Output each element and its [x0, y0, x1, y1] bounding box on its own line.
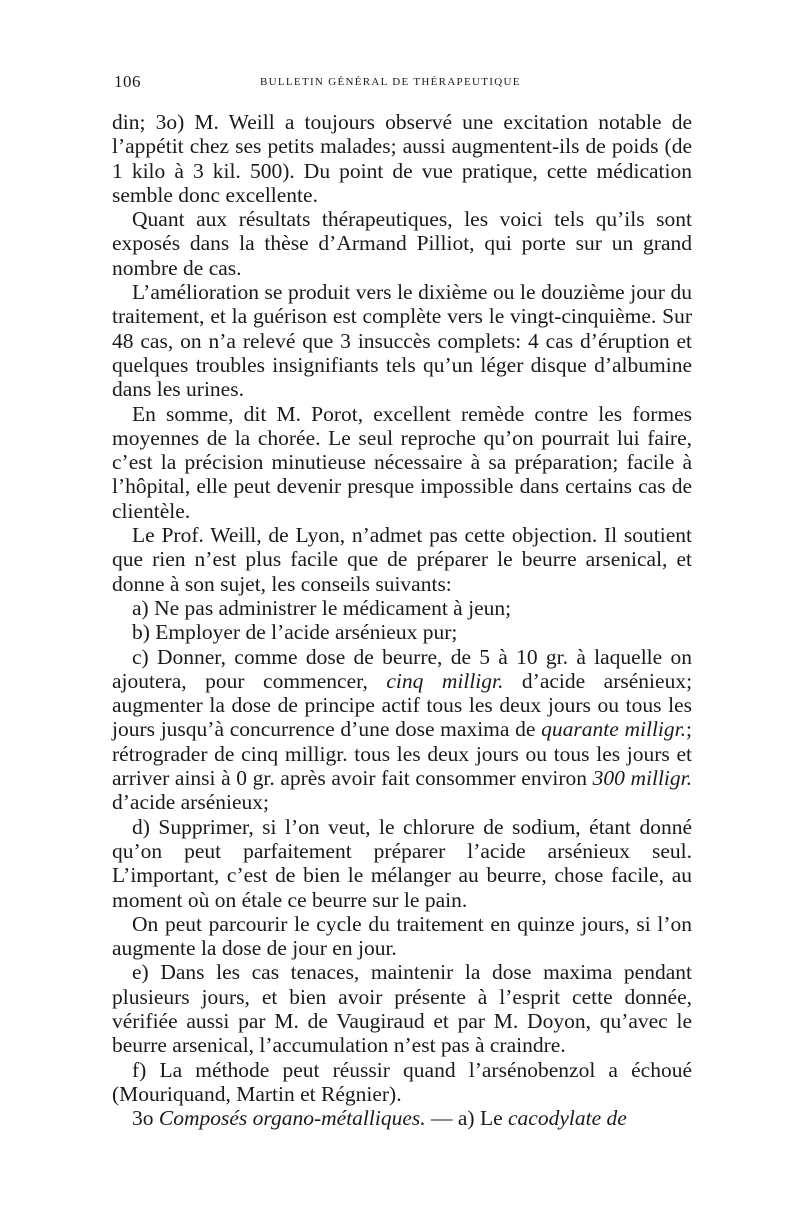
list-item: b) Employer de l’acide arsénieux pur; — [132, 620, 458, 645]
paragraph: L’amélioration se produit vers le dixième ou le douzième jour du traitement, et la guérison est complète vers le vingt-cinquième. Sur 48 cas, on n’a relevé que 3 insuccès complets: 4 cas d’éruption et quelques troubles insignifiants tels qu’un léger disque d’albumine dans les urines. — [112, 280, 692, 402]
italic-text: quarante milligr. — [541, 717, 687, 742]
list-item: f) La méthode peut réussir quand l’arsénobenzol a échoué (Mouriquand, Martin et Régnier). — [112, 1057, 692, 1106]
text-run: c) Donner, comme dose de beurre, de 5 à 10 gr. à laquelle on ajoutera, pour commencer, — [112, 644, 692, 693]
list-item: d) Supprimer, si l’on veut, le chlorure de sodium, étant donné qu’on peut parfaitement préparer l’acide arsénieux seul. L’important, c’est de bien le mélanger au beurre, chose facile, au moment où on étale ce beurre sur le pain. — [112, 814, 692, 912]
document-page — [112, 72, 692, 1130]
page-number: 106 — [114, 72, 141, 91]
body-text — [112, 110, 692, 1130]
italic-text: 300 milligr. — [592, 766, 693, 791]
list-item — [112, 645, 692, 815]
paragraph: On peut parcourir le cycle du traitement en quinze jours, si l’on augmente la dose de jour en jour. — [112, 911, 692, 961]
list-item: e) Dans les cas tenaces, maintenir la dose maxima pendant plusieurs jours, et bien avoir présente à l’esprit cette donnée, vérifiée aussi par M. de Vaugiraud et par M. Doyon, qu’avec le beurre arsenical, l’accumulation n’est pas à craindre. — [112, 960, 692, 1058]
journal-title: BULLETIN GÉNÉRAL DE THÉRAPEUTIQUE — [260, 76, 521, 88]
paragraph: Quant aux résultats thérapeutiques, les voici tels qu’ils sont exposés dans la thèse d’Armand Pilliot, qui porte sur un grand nombre de cas. — [112, 207, 692, 280]
text-run: d’acide arsénieux; — [112, 790, 269, 815]
paragraph: din; 3o) M. Weill a toujours observé une excitation notable de l’appétit chez ses petits malades; aussi augmentent-ils de poids (de 1 kilo à 3 kil. 500). Du point de vue pratique, cette médication semble donc excellente. — [112, 110, 692, 207]
section-title: Composés organo-métalliques. — [158, 1106, 426, 1131]
paragraph: Le Prof. Weill, de Lyon, n’admet pas cette objection. Il soutient que rien n’est plus facile que de préparer le beurre arsenical, et donne à son sujet, les conseils suivants: — [112, 523, 692, 596]
text-run: — a) Le — [425, 1106, 503, 1131]
paragraph: En somme, dit M. Porot, excellent remède contre les formes moyennes de la chorée. Le seul reproche qu’on pourrait lui faire, c’est la précision minutieuse nécessaire à sa préparation; facile à l’hôpital, elle peut devenir presque impossible dans certains cas de clientèle. — [112, 401, 692, 523]
italic-text: cacodylate de — [508, 1106, 627, 1131]
section-number: 3o — [132, 1106, 154, 1131]
section-subheading — [112, 1106, 692, 1130]
text-run: d’acide arsénieux; augmenter la dose de principe actif tous les deux jours ou tous les jours jusqu’à concurrence d’une dose maxima de — [112, 668, 693, 742]
list-item: a) Ne pas administrer le médicament à jeun; — [132, 595, 512, 620]
text-run: ; rétrograder de cinq milligr. tous les deux jours ou tous les jours et arriver ainsi à 0 gr. après avoir fait consommer environ — [112, 717, 692, 791]
running-header — [112, 72, 692, 102]
italic-text: cinq milligr. — [386, 668, 504, 693]
